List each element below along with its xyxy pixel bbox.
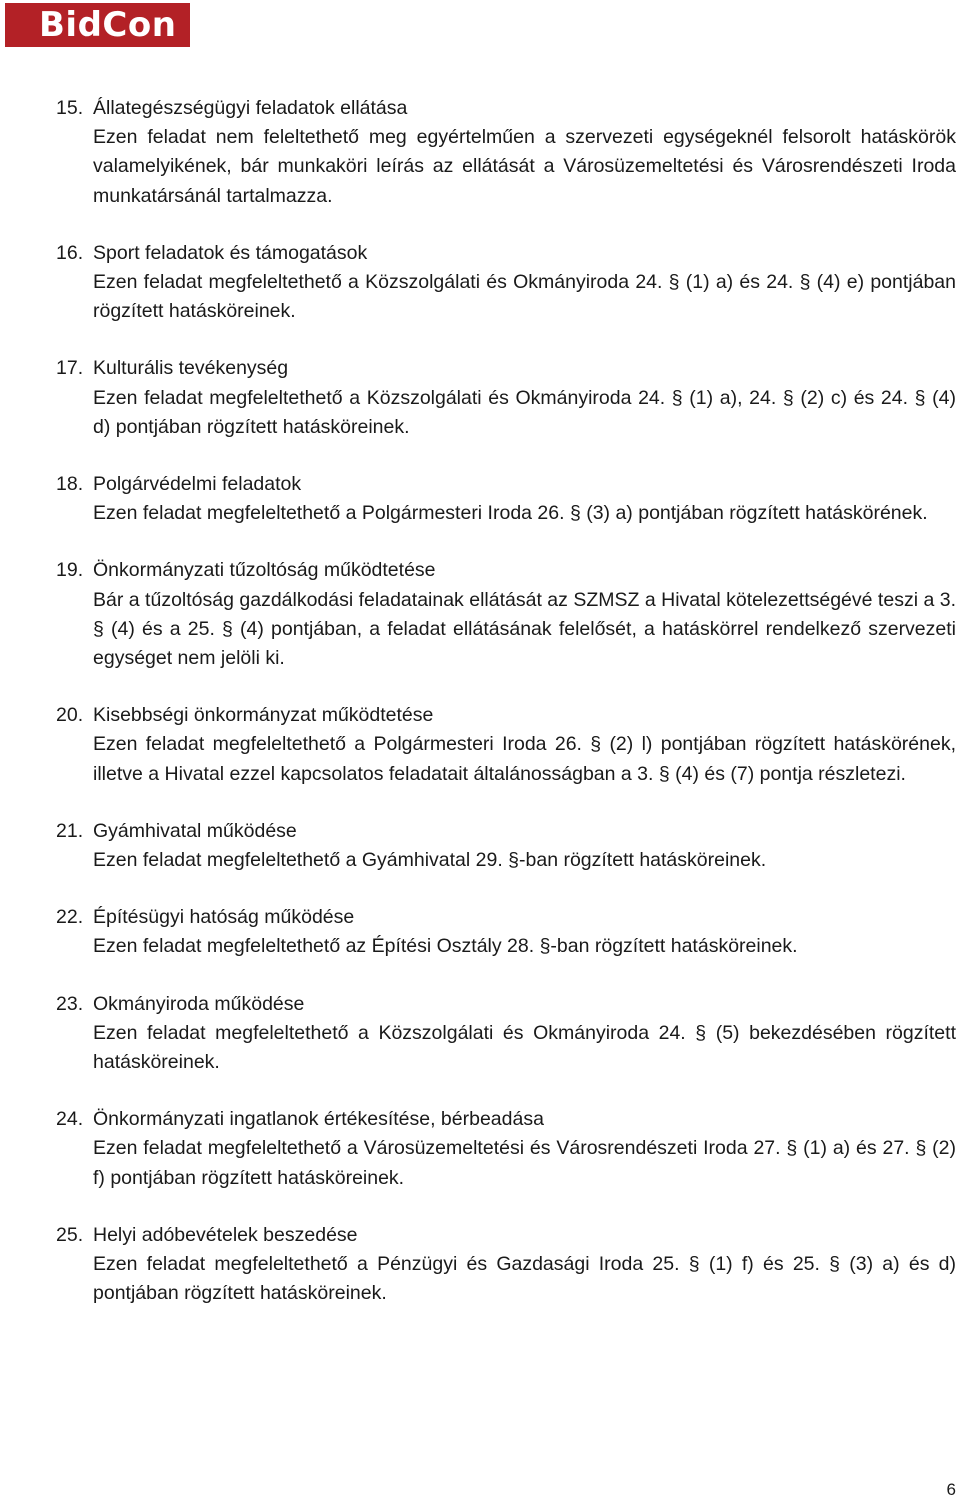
item-text: Ezen feladat megfeleltethető a Pénzügyi és Gazdasági Iroda 25. § (1) f) és 25. § (3) a) és d) pontjában rögzített hatásköreinek. <box>93 1253 956 1305</box>
item-body <box>93 94 956 211</box>
item-number: 15. <box>56 97 84 119</box>
item-heading: Kisebbségi önkormányzat működtetése <box>93 704 434 727</box>
item-text: Bár a tűzoltóság gazdálkodási feladatainak ellátását az SZMSZ a Hivatal kötelezettségévé teszi a 3. § (4) és a 25. § (4) pontjában, a feladat ellátásának felelősét, a hatáskörrel rendelkező szervezeti egységet nem jelöli ki. <box>93 588 956 670</box>
item-text: Ezen feladat megfeleltethető a Közszolgálati és Okmányiroda 24. § (5) bekezdésében rögzített hatásköreinek. <box>93 1021 956 1074</box>
item-heading: Önkormányzati ingatlanok értékesítése, bérbeadása <box>93 1108 544 1131</box>
item-text: Ezen feladat megfeleltethető az Építési Osztály 28. §-ban rögzített hatásköreinek. <box>93 935 798 958</box>
item-body <box>93 470 956 528</box>
item-number: 16. <box>56 241 84 264</box>
list-item <box>56 701 956 789</box>
list-item <box>56 817 956 875</box>
item-number: 19. <box>56 559 84 582</box>
page-number: 6 <box>946 1480 956 1499</box>
list-item <box>56 990 956 1078</box>
item-body <box>93 1221 956 1309</box>
item-body <box>93 556 956 673</box>
list-item <box>56 470 956 528</box>
list-item <box>56 354 956 442</box>
item-text: Ezen feladat megfeleltethető a Gyámhivatal 29. §-ban rögzített hatásköreinek. <box>93 849 767 872</box>
item-heading: Okmányiroda működése <box>93 992 305 1015</box>
item-body <box>93 239 956 327</box>
bidcon-logo: BidCon <box>5 3 190 47</box>
item-heading: Polgárvédelmi feladatok <box>93 473 302 496</box>
list-item <box>56 239 956 327</box>
item-body <box>93 354 956 442</box>
item-text: Ezen feladat megfeleltethető a Városüzemeltetési és Városrendészeti Iroda 27. § (1) a) és 27. § (2) f) pontjában rögzített hatásköreinek. <box>93 1137 956 1189</box>
item-text: Ezen feladat nem feleltethető meg egyértelműen a szervezeti egységeknél felsorolt hatáskörök valamelyikének, bár munkaköri leírás az ellátását a Városüzemeltetési és Városrendészeti Iroda munkatársánál tartalmazza. <box>93 126 956 207</box>
item-heading: Állategészségügyi feladatok ellátása <box>93 97 408 119</box>
list-item <box>56 903 956 961</box>
item-text: Ezen feladat megfeleltethető a Közszolgálati és Okmányiroda 24. § (1) a), 24. § (2) c) és 24. § (4) d) pontjában rögzített hatásköreinek. <box>93 386 956 438</box>
item-number: 18. <box>56 473 84 496</box>
item-number: 20. <box>56 704 84 727</box>
item-number: 25. <box>56 1223 84 1246</box>
item-heading: Gyámhivatal működése <box>93 819 297 842</box>
item-number: 24. <box>56 1108 84 1131</box>
item-body <box>93 701 956 789</box>
item-body <box>93 817 956 875</box>
item-heading: Önkormányzati tűzoltóság működtetése <box>93 559 436 582</box>
item-heading: Kulturális tevékenység <box>93 357 289 380</box>
item-heading: Sport feladatok és támogatások <box>93 241 368 264</box>
item-text: Ezen feladat megfeleltethető a Polgármesteri Iroda 26. § (3) a) pontjában rögzített hatáskörének. <box>93 502 928 525</box>
item-body <box>93 903 956 961</box>
item-text: Ezen feladat megfeleltethető a Polgármesteri Iroda 26. § (2) l) pontjában rögzített hatáskörének, illetve a Hivatal ezzel kapcsolatos feladatait általánosságban a 3. § (4) és (7) pontja részletezi. <box>93 733 956 785</box>
item-number: 23. <box>56 992 84 1015</box>
item-body <box>93 990 956 1078</box>
item-number: 21. <box>56 819 84 842</box>
item-body <box>93 1105 956 1193</box>
item-text: Ezen feladat megfeleltethető a Közszolgálati és Okmányiroda 24. § (1) a) és 24. § (4) e) pontjában rögzített hatásköreinek. <box>93 271 956 323</box>
item-heading: Helyi adóbevételek beszedése <box>93 1223 358 1246</box>
item-number: 22. <box>56 906 84 929</box>
document-body <box>56 94 956 1337</box>
list-item <box>56 1221 956 1309</box>
list-item <box>56 94 956 211</box>
item-heading: Építésügyi hatóság működése <box>93 906 355 929</box>
list-item <box>56 556 956 673</box>
item-number: 17. <box>56 357 84 380</box>
list-item <box>56 1105 956 1193</box>
